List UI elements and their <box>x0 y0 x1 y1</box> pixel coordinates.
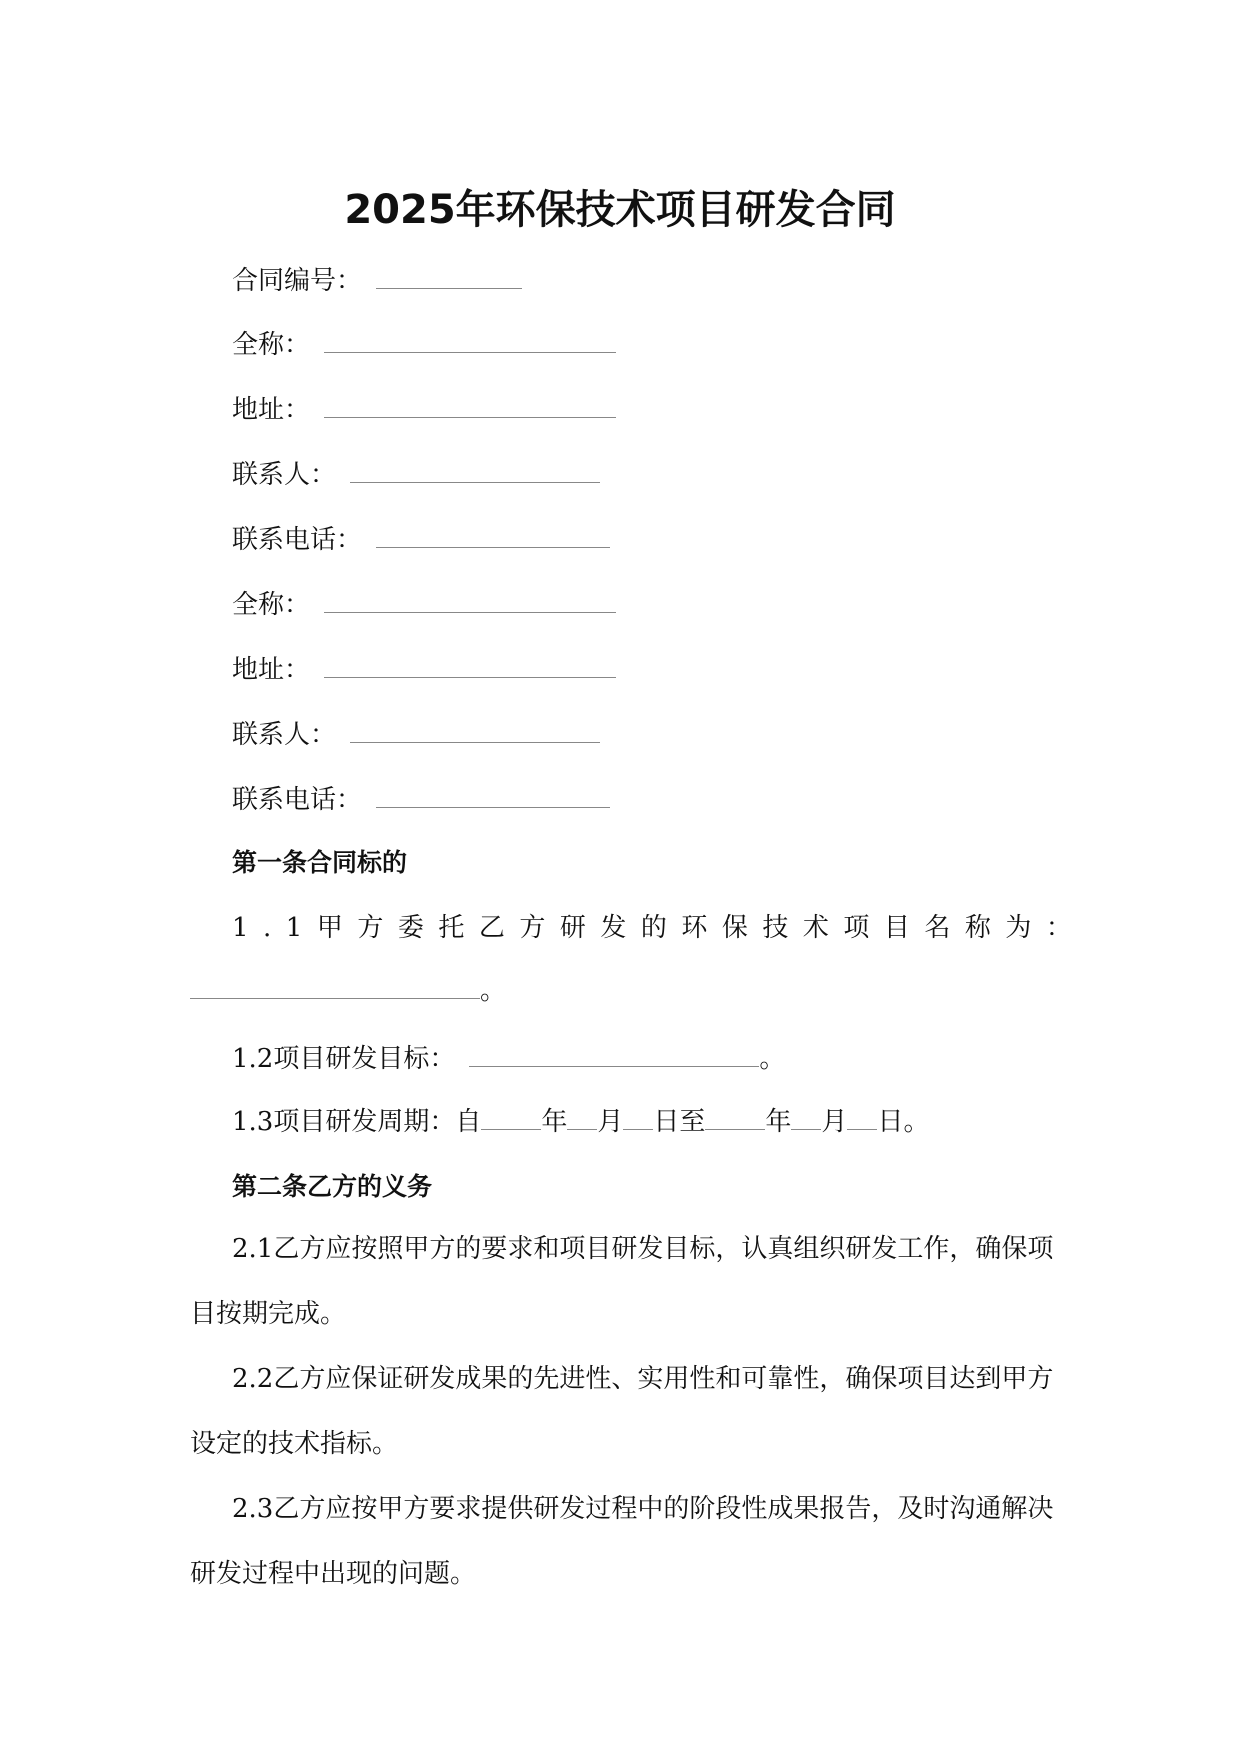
start-day-blank[interactable] <box>623 1105 653 1130</box>
item-label: 1.3项目研发周期：自 <box>232 1107 482 1137</box>
party-a-name-row <box>232 326 616 362</box>
document-title: 2025年环保技术项目研发合同 <box>344 187 896 233</box>
party-a-phone-row <box>232 521 610 557</box>
section-2-heading: 第二条乙方的义务 <box>232 1172 433 1201</box>
year-label: 年 <box>541 1107 568 1137</box>
item-1-3 <box>232 1105 929 1139</box>
period: 。 <box>480 976 507 1006</box>
project-name-blank[interactable] <box>190 974 480 999</box>
party-a-phone-blank[interactable] <box>376 521 610 548</box>
party-b-name-row <box>232 586 616 622</box>
field-label: 地址： <box>232 655 311 685</box>
end-month-blank[interactable] <box>791 1105 821 1130</box>
item-2-2: 2.2乙方应保证研发成果的先进性、实用性和可靠性，确保项目达到甲方设定的技术指标。 <box>190 1364 1054 1459</box>
party-b-address-blank[interactable] <box>324 651 616 678</box>
field-label: 全称： <box>232 330 311 360</box>
party-b-name-blank[interactable] <box>324 586 616 613</box>
party-a-address-blank[interactable] <box>324 391 616 418</box>
field-label: 联系人： <box>232 720 337 750</box>
end-year-blank[interactable] <box>705 1105 765 1130</box>
start-year-blank[interactable] <box>481 1105 541 1130</box>
item-2-3: 2.3乙方应按甲方要求提供研发过程中的阶段性成果报告，及时沟通解决研发过程中出现的问题。 <box>190 1494 1054 1589</box>
field-label: 联系人： <box>232 460 337 490</box>
party-b-address-row <box>232 651 616 687</box>
contract-number-row <box>232 262 522 298</box>
field-label: 联系电话： <box>232 785 363 815</box>
item-1-2 <box>232 1040 785 1076</box>
party-a-contact-blank[interactable] <box>350 456 600 483</box>
section-1-heading: 第一条合同标的 <box>232 848 408 877</box>
field-label: 联系电话： <box>232 525 363 555</box>
field-label: 地址： <box>232 395 311 425</box>
item-2-1: 2.1乙方应按照甲方的要求和项目研发目标，认真组织研发工作，确保项目按期完成。 <box>190 1234 1054 1329</box>
item-1-1: 1.1甲方委托乙方研发的环保技术项目名称为： <box>232 913 1087 943</box>
field-label: 全称： <box>232 590 311 620</box>
party-b-contact-row <box>232 716 600 752</box>
party-a-contact-row <box>232 456 600 492</box>
month-label: 月 <box>597 1107 624 1137</box>
day-end-label: 日。 <box>877 1107 930 1137</box>
party-b-phone-row <box>232 781 610 817</box>
day-to-label: 日至 <box>653 1107 706 1137</box>
contract-number-blank[interactable] <box>376 262 522 289</box>
month-label: 月 <box>821 1107 848 1137</box>
party-a-name-blank[interactable] <box>324 326 616 353</box>
party-a-address-row <box>232 391 616 427</box>
end-day-blank[interactable] <box>847 1105 877 1130</box>
field-label: 合同编号： <box>232 266 363 296</box>
start-month-blank[interactable] <box>567 1105 597 1130</box>
period: 。 <box>759 1044 786 1074</box>
item-1-1-blank-row <box>190 974 506 1008</box>
party-b-contact-blank[interactable] <box>350 716 600 743</box>
project-goal-blank[interactable] <box>469 1040 759 1067</box>
party-b-phone-blank[interactable] <box>376 781 610 808</box>
year-label: 年 <box>765 1107 792 1137</box>
item-label: 1.2项目研发目标： <box>232 1044 456 1074</box>
